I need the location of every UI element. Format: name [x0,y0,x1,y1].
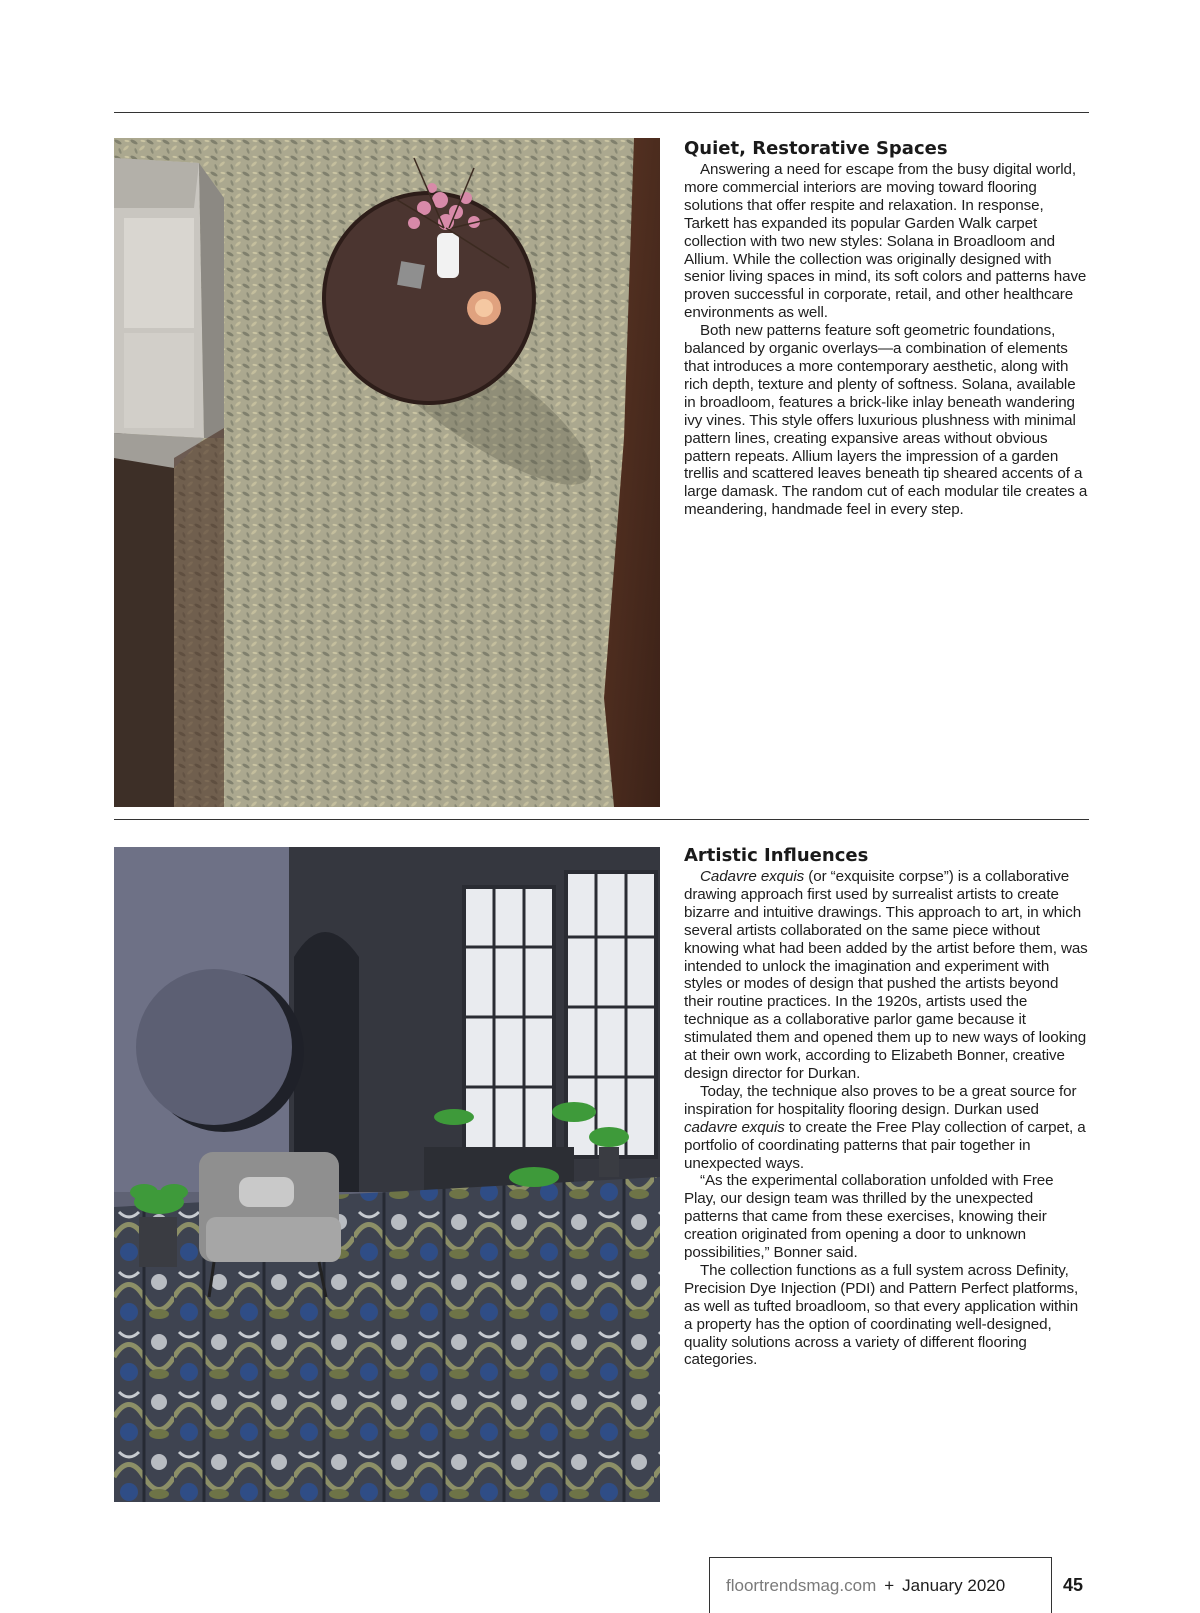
paragraph: Both new patterns feature soft geometric foundations, balanced by organic overlays—a combination of elements that introduces a more contemporary aesthetic, along with rich depth, texture and plenty of softness. Solana, available in broadloom, features a brick-like inlay beneath wandering ivy vines. This style offers luxurious plushness with minimal pattern lines, creating expansive areas without obvious pattern repeats. Allium layers the impression of a garden trellis and scattered leaves beneath tip sheared accents of a large damask. The random cut of each modular tile creates a meandering, handmade feel in every step. [684,322,1088,519]
paragraph [684,1083,1089,1173]
top-rule [114,112,1089,113]
italic-term: Cadavre exquis [700,868,805,885]
paragraph: Answering a need for escape from the busy digital world, more commercial interiors are moving toward flooring solutions that offer respite and relaxation. In response, Tarkett has expanded its popular Garden Walk carpet collection with two new styles: Solana in Broadloom and Allium. While the collection was originally designed with senior living spaces in mind, its soft colors and patterns have proven successful in corporate, retail, and other healthcare environments as well. [684,161,1087,322]
paragraph: The collection functions as a full system across Definity, Precision Dye Injection (PDI) and Pattern Perfect platforms, as well as tufted broadloom, so that every application within a property has the option of coordinating well-designed, quality solutions across a variety of different flooring categories. [684,1261,1079,1369]
section-quiet-restorative [684,138,1089,519]
paragraph: “As the experimental collaboration unfolded with Free Play, our design team was thrilled by the unexpected patterns that came from these exercises, knowing their creation originated from opening a door to unknown possibilities,” Bonner said. [684,1172,1054,1262]
middle-rule [114,819,1089,820]
footer-separator: + [884,1575,895,1595]
site-url[interactable]: floortrendsmag.com [726,1575,877,1595]
italic-term: cadavre exquis [684,1118,785,1136]
section-heading: Artistic Influences [684,845,869,866]
paragraph-text: to create the Free Play collection of carpet, a portfolio of coordinating patterns that pair together in unexpected ways. [684,1118,1086,1172]
paragraph-text: (or “exquisite corpse”) is a collaborative drawing approach first used by surrealist artists to create bizarre and intuitive drawings. This approach to art, in which several artists collaborated on the same piece without knowing what had been added by the artist before them, was intended to unlock the imagination and experiment with styles or modes of design that pushed the artists beyond their routine practices. In the 1920s, artists used the technique as a collaborative parlor game because it stimulated them and opened them up to new ways of looking at their own work, according to Elizabeth Bonner, creative design director for Durkan. [684,868,1088,1082]
issue-date: January 2020 [902,1575,1006,1595]
section-artistic-influences [684,845,1089,1369]
page-number: 45 [1063,1574,1084,1595]
section-heading: Quiet, Restorative Spaces [684,138,948,159]
paragraph [684,868,1089,1083]
footer-box [709,1557,1052,1613]
garden-walk-carpet-photo [114,138,660,807]
free-play-carpet-photo [114,847,660,1502]
paragraph-text: Today, the technique also proves to be a great source for inspiration for hospitality flooring design. Durkan used [684,1082,1077,1118]
